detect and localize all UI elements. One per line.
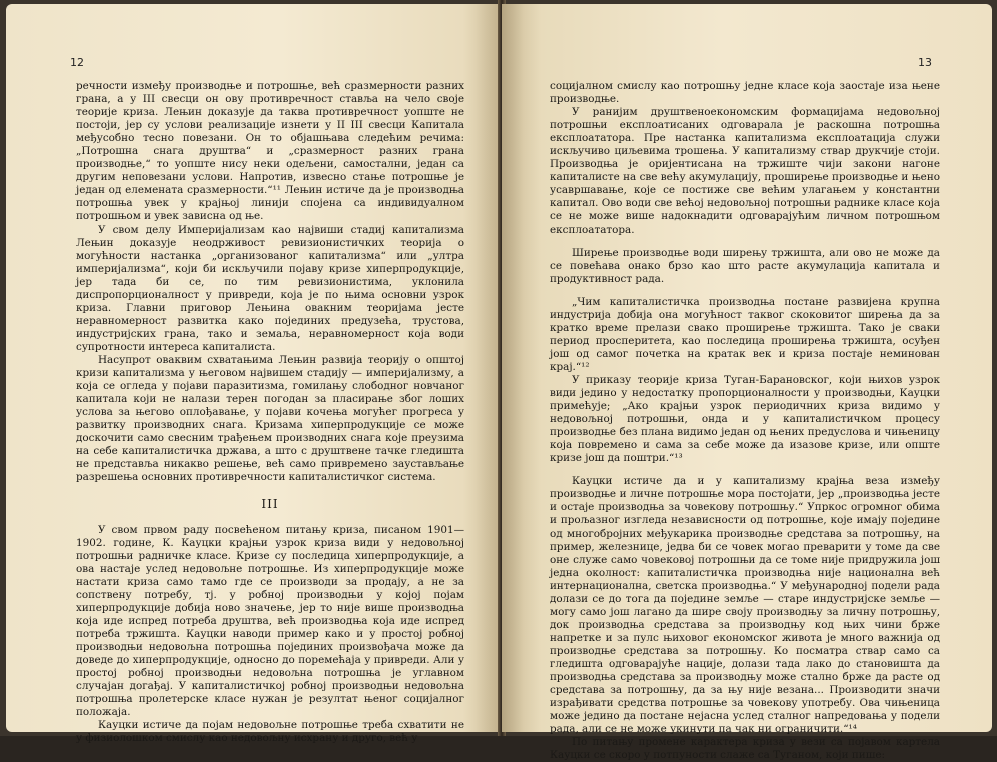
right-page-text — [550, 80, 940, 762]
paragraph: речности између производње и потрошње, већ сразмерности разних грана, а у III свесци он ову противречност ставља на чело своје теорије криза. Лењин доказује да таква противречност уопште не постоји, јер су услови реализације изнети у II III свесци Капитала међусобно тесно повезани. Он то објашњава следећим речима: „Потрошна снага друштва“ и „сразмерност разних грана производње,“ то уопште нису неки одељени, самостални, један са другим неповезани услови. Напротив, извесно стање потрошње је један од елемената сразмерности.“¹¹ Лењин истиче да је производња потрошња увек у крајњој линији спојена са индивидуалном потрошњом и увек зависна од ње. — [76, 80, 464, 223]
paragraph: У свом првом раду посвећеном питању криза, писаном 1901—1902. године, К. Кауцки крајњи узрок криза види у недовољној потрошњи радничке класе. Кризе су последица хиперпродукције, а ова настаје услед недовољне потрошње. Из хиперпродукције може настати криза само тамо где се производи за продају, а не за сопствену потребу, тј. у робној производњи у којој појам хиперпродукције добија ново значење, јер то није више производња која иде испред потреба друштва, већ производња која иде испред потреба тржишта. Кауцки наводи пример како и у простој робној производњи недовољна потрошња појединих произвођача може да доведе до хиперпродукције, односно до поремећаја у привреди. Али у простој робној производњи недовољна потрошња је углавном случајан догађај. У капиталистичкој робној производњи недовољна потрошња пролетерске класе нужан је резултат њеног социјалног положаја. — [76, 523, 464, 719]
left-page-text — [76, 80, 464, 745]
right-page — [502, 4, 992, 762]
paragraph: Кауцки истиче да и у капитализму крајња веза између производње и личне потрошње мора постојати, јер „производња јесте и остаје производња за човекову потрошњу.“ Упркос огромног обима и прољазног изгледа независности од потрошње, које имају поједине од многобројних међукарика производње средстава за потрошњу, на пример, железнице, једва би се човек могао преварити у томе да све оне служе само човековој потрошњи да се томе није придружила још једна околност: капиталистичка производња није национална већ интернационална, светска производња.“ У међународној подели рада долази се до тога да поједине земље — старе индустријске земље — могу само још лагано да шире своју производњу за личну потрошњу, док производња средстава за производњу код њих чини брже напретке и за пулс њиховог економског живота је много важнија од производње средстава за потрошњу. Ко посматра ствар само са гледишта одговарајуће нације, долази тада лако до становишта да производња средстава за производњу може стално брже да расте од средстава за потрошњу, да за њу није везана... Производити значи израђивати средства потрошње за човекову употребу. Ова чињеница може једино да постане нејасна услед сталног напредовања у подели рада, али се не може укинути па чак ни ограничити.“¹⁴ — [550, 475, 940, 736]
paragraph: Ширење производње води ширењу тржишта, али ово не може да се повећава онако брзо као што расте акумулација капитала и продуктивност рада. — [550, 246, 940, 285]
page-fold-shadow — [502, 4, 524, 732]
paragraph: социјалном смислу као потрошњу једне класе која заостаје иза њене производње. — [550, 80, 940, 106]
paragraph: Кауцки истиче да појам недовољне потрошње треба схватити не у физиолошком смислу као недовољну исхрану и друго, већ у — [76, 719, 464, 745]
paragraph: По питању промене карактера криза у вези са појавом картела Кауцки се скоро у потпуности слаже са Туганом, који пише: — [550, 736, 940, 762]
paragraph: У приказу теорије криза Туган-Барановског, који њихов узрок види једино у недостатку пропорционалности у производњи, Кауцки примећује; „Ако крајњи узрок периодичних криза видимо у недовољној потрошњи, онда и у капиталистичком процесу производње без плана видимо један од њених предуслова и чињеницу која повремено и сама за себе може да изазове кризе, или опште кризе још да поштри.“¹³ — [550, 373, 940, 465]
quote-paragraph: „Чим капиталистичка производња постане развијена крупна индустрија добија она могућност таквог скоковитог ширења да за кратко време прелази свако проширење тржишта. Тако је сваки период просперитета, као последица проширења тржишта, осуђен још од самог почетка на кратак век и криза постаје неминован крај.“¹² — [550, 295, 940, 373]
paragraph: У ранијим друштвеноекономским формацијама недовољној потрошњи експлоатисаних одговарала је раскошна потрошња експлоататора. Пре настанка капитализма експлоатација служи искључиво циљевима трошења. У капитализму ствар друкчије стоји. Производња је оријентисана на тржиште чији закони нагоне капиталисте на све већу акумулацију, проширење производње и њено усавршавање, које се постиже све већим улагањем у константни капитал. Ово води све већој недовољној потрошњи раднике класе која се не може више надокнадити одговарајућим личном потрошњом експлоататора. — [550, 106, 940, 236]
paragraph: Насупрот оваквим схватањима Лењин развија теорију о општој кризи капитализма у његовом највишем стадију — империјализму, а која се огледа у појави паразитизма, гомилању слободног новчаног капитала који не налази терен погодан за пласирање због лоших услова за његово оплођавање, у појави кочења могућег прогреса у развитку производних снага. Кризама хиперпродукције се може доскочити само свесним трађењем производних снага које преузима на себе капиталистичка држава, а што с друштвене тачке гледишта не представља никакво решење, већ само привремено заустављање разрешења основних противречности капиталистичког система. — [76, 353, 464, 484]
section-heading: III — [261, 497, 279, 512]
page-number: 13 — [918, 56, 932, 69]
page-number: 12 — [70, 56, 84, 69]
paragraph: У свом делу Империјализам као највиши стадиј капитализма Лењин доказује неодрживост ревизионистичких теорија о могућности настанка „организованог капитализма“ или „ултра империјализма“, који би искључили појаву кризе хиперпродукције, јер тада би се, по тим ревизионистима, уклонила диспропорционалност у привреди, која је по њима основни узрок криза. Главни приговор Лењина овакним теоријама јесте неравномерност развитка како појединих предузећа, трустова, индустријских грана, тако и земаља, неравномерност која води супротности интереса капиталиста. — [76, 223, 464, 353]
left-page — [6, 4, 502, 745]
